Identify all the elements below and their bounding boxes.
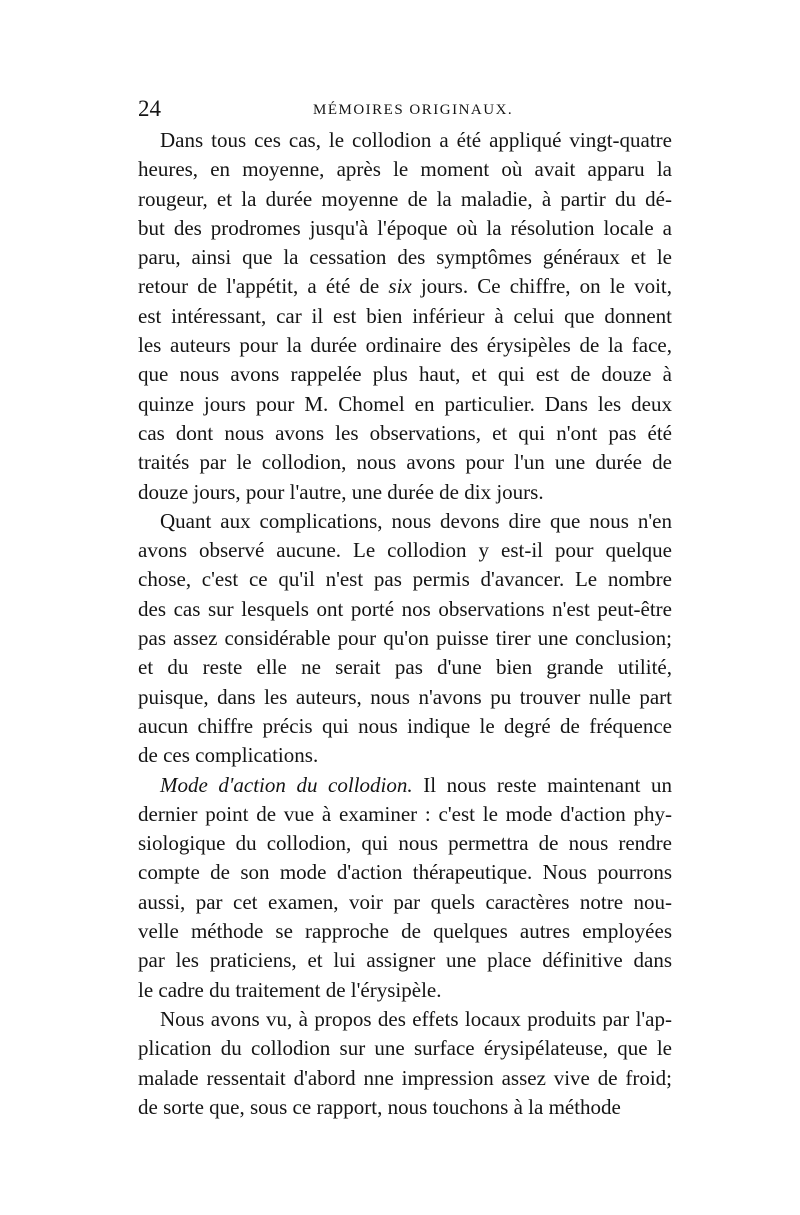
text-line: heures, en moyenne, après le moment où avait apparu la — [138, 157, 672, 182]
text-line — [138, 272, 672, 301]
text-line: le cadre du traitement de l'érysipèle. — [138, 977, 442, 1002]
text-line: avons observé aucune. Le collodion y est-il pour quelque — [138, 538, 672, 563]
text-line: de ces complications. — [138, 743, 319, 768]
paragraph — [138, 771, 672, 1005]
text-line: traités par le collodion, nous avons pour l'un une durée de — [138, 450, 672, 475]
text-line: que nous avons rappelée plus haut, et qui est de douze à — [138, 362, 672, 387]
text-line: but des prodromes jusqu'à l'époque où la résolution locale a — [138, 215, 672, 240]
italic-text: Mode d'action du collodion. — [160, 772, 413, 797]
paragraph — [138, 1005, 672, 1122]
paragraph — [138, 126, 672, 507]
text-line: douze jours, pour l'autre, une durée de dix jours. — [138, 479, 544, 504]
page-number: 24 — [138, 96, 161, 121]
text-line — [138, 771, 672, 800]
text-line: aucun chiffre précis qui nous indique le degré de fréquence — [138, 713, 672, 738]
text-line: compte de son mode d'action thérapeutique. Nous pourrons — [138, 860, 672, 885]
text-line: cas dont nous avons les observations, et qui n'ont pas été — [138, 420, 672, 445]
text-run: retour de l'appétit, a été de — [138, 274, 389, 299]
text-line: pas assez considérable pour qu'on puisse tirer une conclusion; — [138, 626, 672, 651]
text-line: quinze jours pour M. Chomel en particulier. Dans les deux — [138, 391, 672, 416]
text-line: de sorte que, sous ce rapport, nous touchons à la méthode — [138, 1094, 621, 1119]
page-header — [138, 96, 672, 122]
text-line: Quant aux complications, nous devons dire que nous n'en — [160, 508, 672, 533]
text-line: paru, ainsi que la cessation des symptômes généraux et le — [138, 245, 672, 270]
text-line: Dans tous ces cas, le collodion a été appliqué vingt-quatre — [160, 128, 672, 152]
text-line: aussi, par cet examen, voir par quels caractères notre nou- — [138, 889, 672, 914]
text-line: puisque, dans les auteurs, nous n'avons pu trouver nulle part — [138, 684, 672, 709]
book-page — [138, 96, 672, 1122]
paragraph — [138, 507, 672, 771]
text-line: chose, c'est ce qu'il n'est pas permis d'avancer. Le nombre — [138, 567, 672, 592]
running-title: MÉMOIRES ORIGINAUX. — [313, 102, 514, 118]
text-line: et du reste elle ne serait pas d'une bien grande utilité, — [138, 655, 672, 680]
text-line: malade ressentait d'abord nne impression assez vive de froid; — [138, 1065, 672, 1090]
text-line: siologique du collodion, qui nous permettra de nous rendre — [138, 831, 672, 856]
body-text — [138, 126, 672, 1122]
text-line: par les praticiens, et lui assigner une place définitive dans — [138, 948, 672, 973]
text-line: plication du collodion sur une surface érysipélateuse, que le — [138, 1036, 672, 1061]
text-line: les auteurs pour la durée ordinaire des érysipèles de la face, — [138, 333, 672, 358]
text-line: dernier point de vue à examiner : c'est le mode d'action phy- — [138, 801, 672, 826]
text-run: Il nous reste maintenant un — [412, 772, 672, 797]
text-line: des cas sur lesquels ont porté nos observations n'est peut-être — [138, 596, 672, 621]
text-run: jours. Ce chiffre, on le voit, — [411, 274, 672, 299]
text-line: rougeur, et la durée moyenne de la maladie, à partir du dé- — [138, 186, 672, 211]
text-line: Nous avons vu, à propos des effets locaux produits par l'ap- — [160, 1006, 672, 1031]
italic-text: six — [388, 274, 412, 299]
text-line: velle méthode se rapproche de quelques autres employées — [138, 919, 672, 944]
text-line: est intéressant, car il est bien inférieur à celui que donnent — [138, 303, 672, 328]
